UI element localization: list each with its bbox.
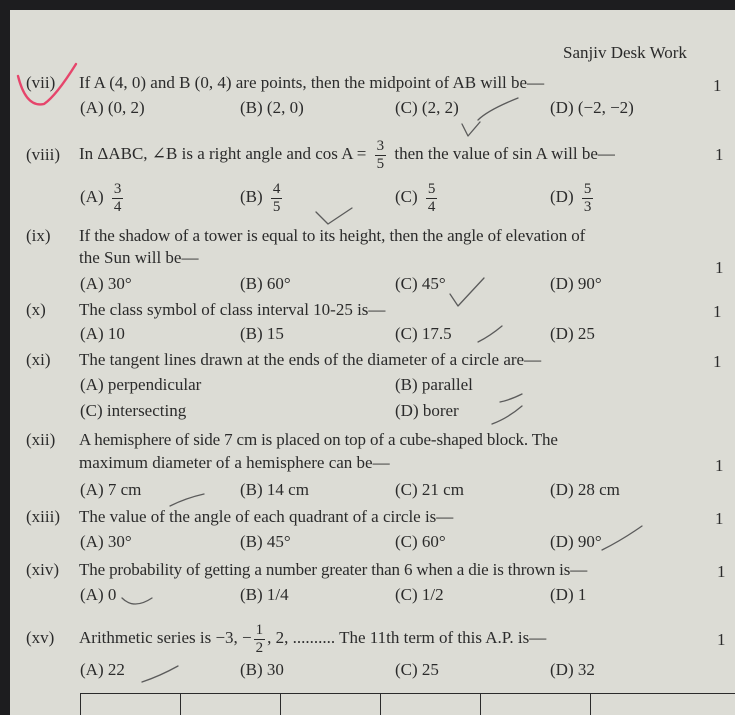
- table-divider: [480, 694, 481, 715]
- fraction-denominator: 2: [255, 639, 264, 656]
- pencil-tick-mark: [450, 278, 484, 306]
- table-divider: [80, 694, 81, 715]
- option-c: (C) (2, 2): [395, 98, 459, 117]
- fraction-numerator: 1: [255, 621, 264, 638]
- question-number: (xv): [26, 628, 55, 647]
- option-c: (C) 60°: [395, 532, 446, 551]
- question-text-pre: In ΔABC, ∠B is a right angle and cos A =: [79, 144, 367, 163]
- fraction-numerator: 5: [583, 180, 592, 197]
- fraction-denominator: 5: [376, 155, 385, 172]
- question-text: [79, 613, 546, 663]
- question-text: The probability of getting a number greater than 6 when a die is thrown is—: [79, 560, 588, 579]
- option-c: (C) 25: [395, 660, 439, 679]
- option-c: [395, 178, 441, 216]
- option-a: (A) perpendicular: [80, 375, 202, 394]
- option-c: (C) 21 cm: [395, 480, 464, 499]
- option-d: (D) 1: [550, 585, 587, 604]
- question-text-continued: maximum diameter of a hemisphere can be—: [79, 453, 390, 472]
- fraction-denominator: 3: [583, 198, 592, 215]
- question-text: If the shadow of a tower is equal to its height, then the angle of elevation of: [79, 226, 586, 245]
- question-number: (ix): [26, 226, 51, 245]
- question-text: If A (4, 0) and B (0, 4) are points, then the midpoint of AB will be—: [79, 73, 545, 92]
- fraction-denominator: 5: [272, 198, 281, 215]
- question-marks: 1: [715, 456, 724, 475]
- question-marks: 1: [715, 145, 724, 164]
- option-a: (A) 22: [80, 660, 125, 679]
- option-b: (B) 45°: [240, 532, 291, 551]
- question-number: (xiii): [26, 507, 60, 526]
- header-title: Sanjiv Desk Work: [563, 43, 687, 62]
- table-divider: [280, 694, 281, 715]
- question-text: A hemisphere of side 7 cm is placed on top of a cube-shaped block. The: [79, 430, 558, 449]
- option-d: (D) (−2, −2): [550, 98, 634, 117]
- option-d: (D) borer: [395, 401, 459, 420]
- option-d: (D) 25: [550, 324, 595, 343]
- table-divider: [180, 694, 181, 715]
- fraction: [426, 181, 438, 216]
- option-a: (A) 7 cm: [80, 480, 142, 499]
- pencil-tick-mark: [478, 326, 502, 342]
- question-marks: 1: [717, 562, 726, 581]
- option-d: (D) 90°: [550, 532, 602, 551]
- table-divider: [590, 694, 591, 715]
- option-b: (B) (2, 0): [240, 98, 304, 117]
- option-d: (D) 90°: [550, 274, 602, 293]
- question-number: (vii): [26, 73, 56, 92]
- fraction-numerator: 4: [272, 180, 281, 197]
- question-text-pre: Arithmetic series is −3, −: [79, 628, 252, 647]
- option-b: (B) parallel: [395, 375, 473, 394]
- option-label: (C): [395, 187, 418, 206]
- option-d: (D) 28 cm: [550, 480, 620, 499]
- question-marks: 1: [715, 258, 724, 277]
- fraction: [582, 181, 594, 216]
- option-c: (C) 17.5: [395, 324, 452, 343]
- question-number: (viii): [26, 145, 60, 164]
- question-number: (xiv): [26, 560, 60, 579]
- option-c: (C) intersecting: [80, 401, 187, 420]
- option-b: (B) 60°: [240, 274, 291, 293]
- question-number: (x): [26, 300, 46, 319]
- option-b: (B) 14 cm: [240, 480, 309, 499]
- option-d: (D) 32: [550, 660, 595, 679]
- pencil-tick-mark: [492, 406, 522, 424]
- pencil-tick-mark: [478, 98, 518, 120]
- option-d: [550, 178, 597, 216]
- pencil-tick-mark: [122, 598, 152, 604]
- option-b: (B) 1/4: [240, 585, 289, 604]
- fraction: [112, 181, 124, 216]
- question-text-continued: the Sun will be—: [79, 248, 199, 267]
- question-text: The class symbol of class interval 10-25 is—: [79, 300, 386, 319]
- pencil-tick-mark: [602, 526, 642, 550]
- fraction-numerator: 3: [113, 180, 122, 197]
- option-a: (A) 30°: [80, 532, 132, 551]
- table-divider: [380, 694, 381, 715]
- pencil-tick-mark: [500, 394, 522, 402]
- question-text-post: , 2, .......... The 11th term of this A.P. is—: [267, 628, 547, 647]
- option-c: (C) 45°: [395, 274, 446, 293]
- question-marks: 1: [713, 302, 722, 321]
- question-marks: 1: [717, 630, 726, 649]
- fraction: [271, 181, 283, 216]
- question-text: [79, 134, 615, 174]
- exam-sheet: [10, 10, 735, 715]
- fraction-denominator: 4: [427, 198, 436, 215]
- question-marks: 1: [713, 76, 722, 95]
- fraction: [254, 622, 266, 657]
- question-text: The value of the angle of each quadrant of a circle is—: [79, 507, 454, 526]
- option-label: (B): [240, 187, 263, 206]
- option-a: (A) 10: [80, 324, 125, 343]
- option-label: (A): [80, 187, 104, 206]
- question-number: (xii): [26, 430, 56, 449]
- option-c: (C) 1/2: [395, 585, 444, 604]
- option-a: (A) 0: [80, 585, 117, 604]
- question-text: The tangent lines drawn at the ends of the diameter of a circle are—: [79, 350, 542, 369]
- option-b: (B) 15: [240, 324, 284, 343]
- option-b: (B) 30: [240, 660, 284, 679]
- pencil-tick-mark: [316, 208, 352, 224]
- option-b: [240, 178, 286, 216]
- question-marks: 1: [713, 352, 722, 371]
- pencil-tick-mark: [142, 666, 178, 682]
- question-text-post: then the value of sin A will be—: [394, 144, 615, 163]
- option-label: (D): [550, 187, 574, 206]
- fraction-denominator: 4: [113, 198, 122, 215]
- pencil-tick-mark: [170, 494, 204, 506]
- fraction-numerator: 5: [427, 180, 436, 197]
- option-a: [80, 178, 127, 216]
- option-a: (A) 30°: [80, 274, 132, 293]
- answer-table: [80, 693, 735, 715]
- option-a: (A) (0, 2): [80, 98, 145, 117]
- question-number: (xi): [26, 350, 51, 369]
- fraction: [375, 138, 387, 173]
- question-marks: 1: [715, 509, 724, 528]
- fraction-numerator: 3: [376, 137, 385, 154]
